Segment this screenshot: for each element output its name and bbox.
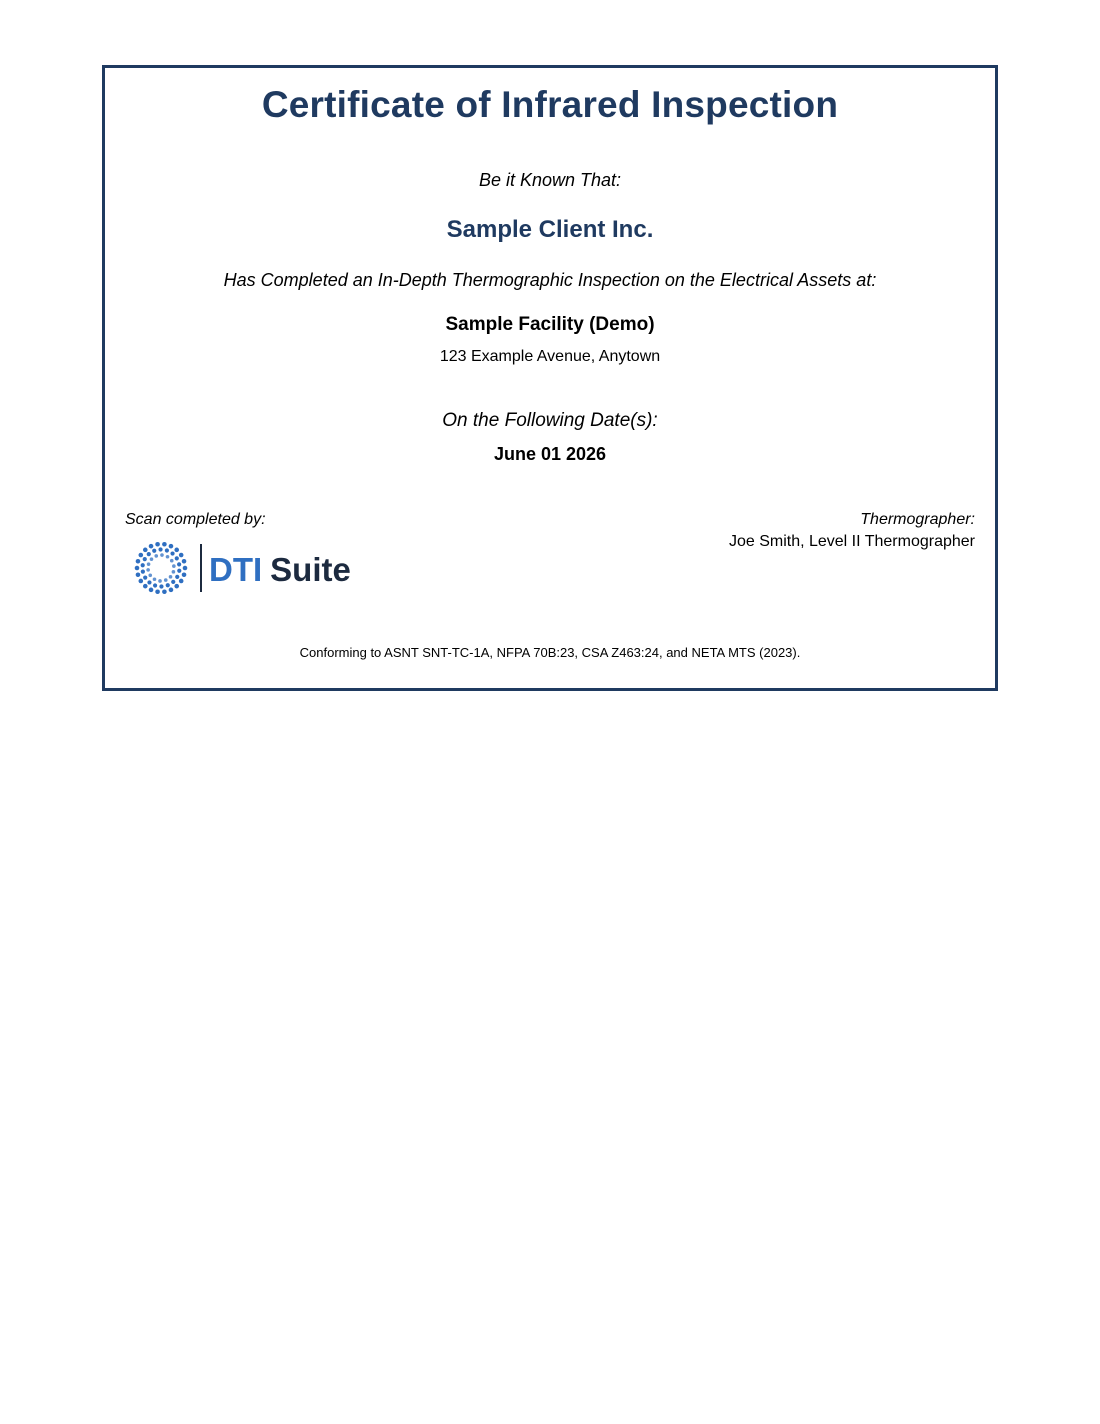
logo-dot <box>154 554 158 558</box>
logo-dot <box>182 572 187 577</box>
logo-dot <box>159 584 163 588</box>
logo-dot <box>152 549 156 553</box>
logo-dot <box>182 559 187 564</box>
logo-dot <box>175 575 179 579</box>
logo-dot <box>136 572 141 577</box>
logo-dot <box>143 557 147 561</box>
logo-dot <box>174 584 179 589</box>
logo-dot <box>169 575 173 579</box>
client-name: Sample Client Inc. <box>446 216 654 243</box>
logo-dot <box>155 589 160 594</box>
logo-dot <box>172 564 176 568</box>
inspection-date: June 01 2026 <box>493 444 607 464</box>
logo-dot <box>158 547 162 551</box>
logo-dot <box>143 548 148 553</box>
scan-completed-label: Scan completed by: <box>125 511 266 528</box>
logo-dot <box>153 577 157 581</box>
known-line: Be it Known That: <box>478 170 622 190</box>
logo-dot <box>141 563 145 567</box>
logo-dot <box>155 542 160 547</box>
logo-dot <box>153 583 157 587</box>
logo-dot <box>177 562 181 566</box>
logo-dot <box>160 553 164 557</box>
dti-suite-logo <box>131 538 371 598</box>
logo-dot <box>141 570 145 574</box>
logo-dot <box>179 553 184 558</box>
thermographer-label: Thermographer: <box>860 511 975 528</box>
logo-dot <box>149 588 154 593</box>
logo-dot <box>148 574 152 578</box>
thermographer-block <box>729 511 975 551</box>
conformance-footer: Conforming to ASNT SNT-TC-1A, NFPA 70B:23, CSA Z463:24, and NETA MTS (2023). <box>299 645 801 660</box>
logo-text-suite: Suite <box>270 551 351 588</box>
logo-dot <box>170 551 174 555</box>
logo-dot <box>175 556 179 560</box>
logo-dot <box>179 579 184 584</box>
logo-dot <box>150 557 154 561</box>
logo-dot <box>183 566 188 571</box>
dotted-ring-logo-icon <box>135 542 188 594</box>
logo-dot <box>139 553 144 558</box>
logo-dot <box>162 589 167 594</box>
logo-graphic <box>131 538 371 598</box>
certificate-frame <box>102 65 998 691</box>
logo-dot <box>147 552 151 556</box>
logo-dot <box>177 569 181 573</box>
logo-dot <box>170 559 174 563</box>
logo-dot <box>164 578 168 582</box>
logo-dot <box>139 579 144 584</box>
facility-name: Sample Facility (Demo) <box>445 314 655 335</box>
logo-dot <box>146 568 150 572</box>
logo-dot <box>143 576 147 580</box>
logo-dot <box>158 579 162 583</box>
logo-dot <box>174 548 179 553</box>
dates-label: On the Following Date(s): <box>442 410 658 431</box>
logo-dot <box>147 562 151 566</box>
logo-dot <box>172 570 176 574</box>
logo-dot <box>169 544 174 549</box>
logo-text-dti: DTI <box>209 551 263 588</box>
logo-dot <box>162 542 167 547</box>
logo-dot <box>136 559 141 564</box>
logo-dot <box>149 544 154 549</box>
completed-line: Has Completed an In-Depth Thermographic Inspection on the Electrical Assets at: <box>223 270 877 290</box>
certificate-title: Certificate of Infrared Inspection <box>261 84 839 125</box>
thermographer-name: Joe Smith, Level II Thermographer <box>728 533 975 550</box>
facility-address: 123 Example Avenue, Anytown <box>439 348 661 365</box>
logo-dot <box>166 583 170 587</box>
logo-dot <box>165 548 169 552</box>
logo-dot <box>166 555 170 559</box>
logo-dot <box>143 584 148 589</box>
logo-dot <box>169 588 174 593</box>
logo-dot <box>171 580 175 584</box>
logo-dot <box>135 566 140 571</box>
logo-dot <box>147 580 151 584</box>
logo-text <box>209 551 351 588</box>
